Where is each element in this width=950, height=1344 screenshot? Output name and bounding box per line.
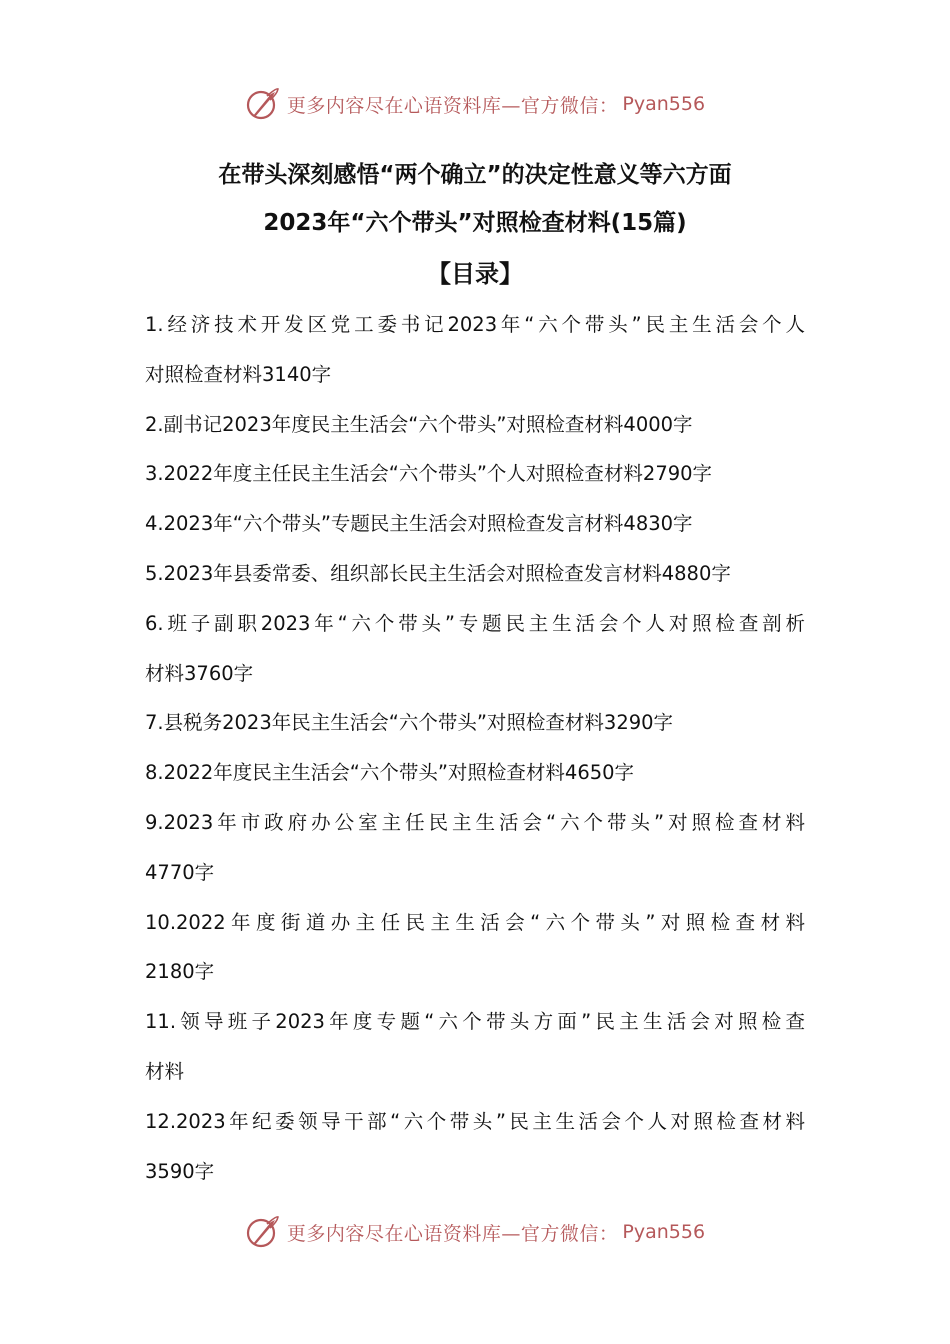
- banner-text: 更多内容尽在心语资料库—官方微信：: [286, 1222, 619, 1245]
- wechat-id: Pyan556: [622, 93, 706, 115]
- toc-line: 对照检查材料3140字: [145, 362, 332, 386]
- toc-line: 10.2022年度街道办主任民主生活会“六个带头”对照检查材料: [145, 910, 805, 934]
- footer-banner: [0, 1210, 950, 1254]
- header-banner: [0, 82, 950, 126]
- toc-line: 4770字: [145, 860, 215, 884]
- toc-line: 1.经济技术开发区党工委书记2023年“六个带头”民主生活会个人: [145, 313, 805, 336]
- wechat-id: Pyan556: [622, 1221, 706, 1243]
- document-title-line2: 2023年“六个带头”对照检查材料(15篇): [263, 210, 687, 236]
- toc-line: 6.班子副职2023年“六个带头”专题民主生活会个人对照检查剖析: [145, 611, 805, 635]
- toc-line: 2.副书记2023年度民主生活会“六个带头”对照检查材料4000字: [145, 412, 693, 436]
- toc-line: 2180字: [145, 960, 215, 984]
- toc-line: 5.2023年县委常委、组织部长民主生活会对照检查发言材料4880字: [145, 561, 731, 585]
- toc-line: 3590字: [145, 1159, 215, 1183]
- toc-line: 9.2023年市政府办公室主任民主生活会“六个带头”对照检查材料: [145, 810, 805, 834]
- toc-line: 7.县税务2023年民主生活会“六个带头”对照检查材料3290字: [145, 711, 674, 735]
- toc-line: 材料: [145, 1059, 185, 1083]
- toc-line: 11.领导班子2023年度专题“六个带头方面”民主生活会对照检查: [145, 1010, 805, 1034]
- toc-line: 材料3760字: [145, 661, 254, 685]
- banner-text: 更多内容尽在心语资料库—官方微信：: [286, 94, 619, 117]
- table-of-contents: [145, 300, 805, 1196]
- toc-line: 4.2023年“六个带头”专题民主生活会对照检查发言材料4830字: [145, 512, 693, 536]
- toc-line: 3.2022年度主任民主生活会“六个带头”个人对照检查材料2790字: [145, 462, 713, 486]
- toc-heading: 【目录】: [427, 260, 523, 288]
- toc-line: 12.2023年纪委领导干部“六个带头”民主生活会个人对照检查材料: [145, 1109, 805, 1133]
- quill-logo-icon: [245, 1214, 281, 1250]
- document-title-line1: 在带头深刻感悟“两个确立”的决定性意义等六方面: [218, 162, 732, 188]
- quill-logo-icon: [245, 86, 281, 122]
- toc-line: 8.2022年度民主生活会“六个带头”对照检查材料4650字: [145, 761, 635, 785]
